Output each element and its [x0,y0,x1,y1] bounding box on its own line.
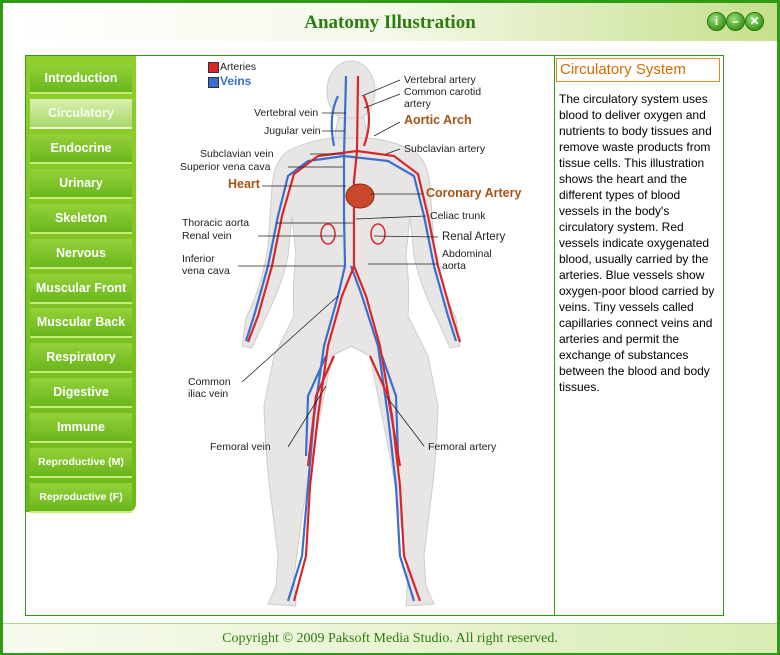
label-common-iliac-vein-2: iliac vein [188,388,229,400]
legend-veins-swatch [208,77,219,88]
label-renal-vein: Renal vein [182,230,232,242]
nav-skeleton[interactable]: Skeleton [30,204,132,234]
nav-reproductive-m[interactable]: Reproductive (M) [30,448,132,478]
legend-arteries-swatch [208,62,219,73]
nav-digestive[interactable]: Digestive [30,378,132,408]
heart-shape [346,184,374,208]
anatomy-illustration [138,56,554,615]
nav-urinary[interactable]: Urinary [30,169,132,199]
sidebar-nav [26,56,136,512]
title-bar [3,3,777,41]
info-icon[interactable]: i [707,12,726,31]
label-femoral-artery: Femoral artery [428,441,497,453]
nav-introduction[interactable]: Introduction [30,64,132,94]
info-panel [556,58,720,395]
body-diagram [138,56,554,615]
label-vertebral-vein: Vertebral vein [254,107,319,119]
label-inferior-vena-cava-2: vena cava [182,265,230,277]
label-heart: Heart [228,177,260,191]
info-panel-body: The circulatory system uses blood to deliver oxygen and nutrients to body tissues and remove waste products from tissue cells. This illustration shows the heart and the different types of blood vessels in the body's circulatory system. Red vessels indicate oxygenated blood, usually carried by the arteries. Blue vessels show oxygen-poor blood carried by veins. Tiny vessels called capillaries connect veins and arteries and permit the exchange of substances between the blood and body tissues. [559,92,715,394]
label-coronary-artery: Coronary Artery [426,186,522,200]
nav-muscular-back[interactable]: Muscular Back [30,308,132,338]
label-thoracic-aorta: Thoracic aorta [182,217,250,229]
label-celiac-trunk: Celiac trunk [430,210,486,222]
label-abdominal-aorta-1: Abdominal [442,248,492,260]
copyright-text: Copyright © 2009 Paksoft Media Studio. All right reserved. [222,631,558,646]
window-title: Anatomy Illustration [304,12,476,33]
panel-divider [554,56,555,615]
legend-veins-label: Veins [220,74,252,88]
nav-endocrine[interactable]: Endocrine [30,134,132,164]
nav-immune[interactable]: Immune [30,413,132,443]
nav-reproductive-f[interactable]: Reproductive (F) [30,483,132,513]
label-abdominal-aorta-2: aorta [442,260,466,272]
minimize-icon[interactable]: – [726,12,745,31]
close-icon[interactable]: ✕ [745,12,764,31]
nav-respiratory[interactable]: Respiratory [30,343,132,373]
nav-muscular-front[interactable]: Muscular Front [30,274,132,304]
label-common-iliac-vein-1: Common [188,376,231,388]
footer-bar [3,623,777,653]
label-common-carotid-1: Common carotid [404,86,482,98]
label-common-carotid-2: artery [404,98,431,110]
main-content [25,55,724,616]
label-subclavian-artery: Subclavian artery [404,143,486,155]
label-aortic-arch: Aortic Arch [404,113,472,127]
nav-nervous[interactable]: Nervous [30,239,132,269]
legend-arteries-label: Arteries [220,61,257,73]
label-renal-artery: Renal Artery [442,231,506,243]
label-vertebral-artery: Vertebral artery [404,74,476,86]
nav-circulatory[interactable]: Circulatory [30,99,132,129]
label-superior-vena-cava: Superior vena cava [180,161,271,173]
label-inferior-vena-cava-1: Inferior [182,253,215,265]
label-jugular-vein: Jugular vein [264,125,321,137]
info-panel-title: Circulatory System [556,58,720,82]
label-subclavian-vein: Subclavian vein [200,148,274,160]
label-femoral-vein: Femoral vein [210,441,271,453]
